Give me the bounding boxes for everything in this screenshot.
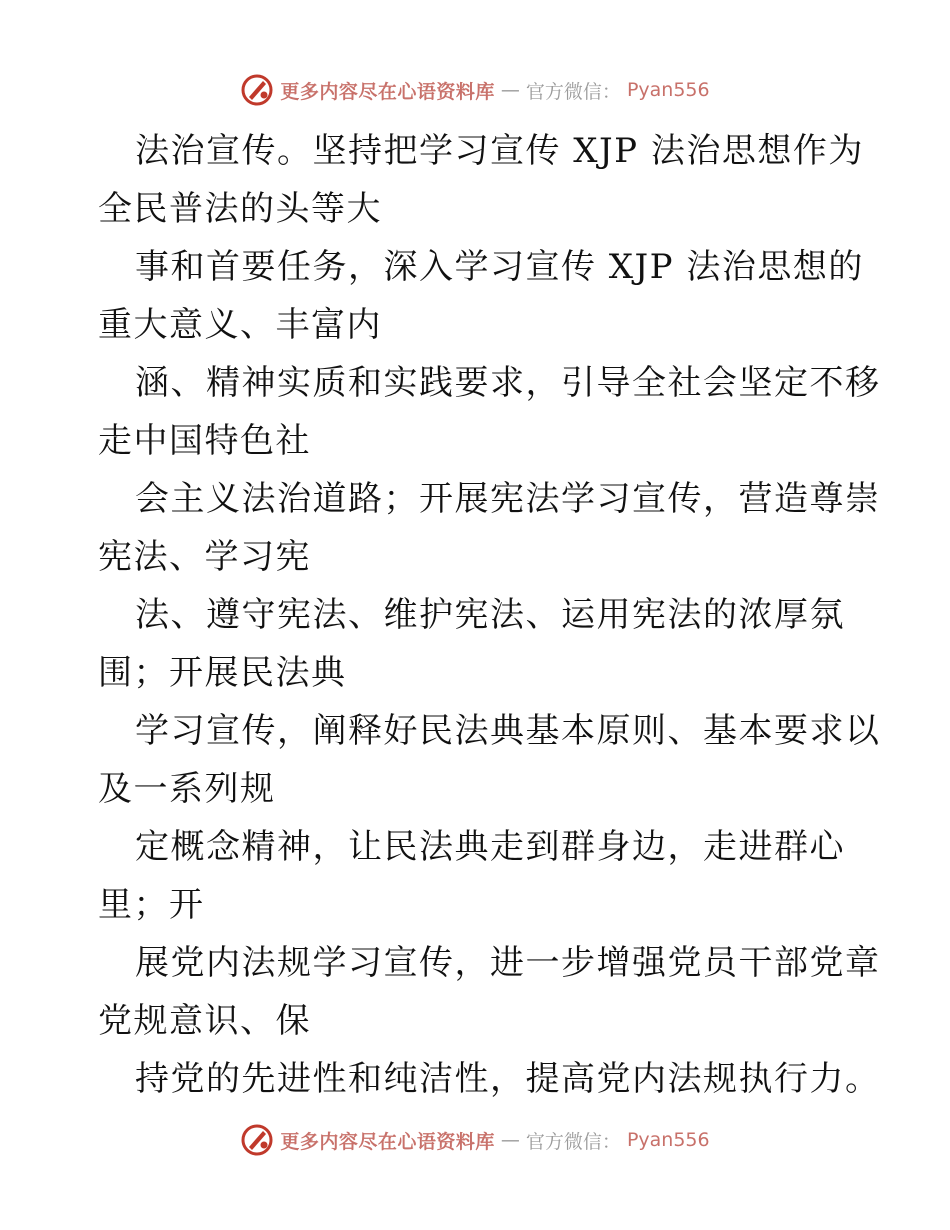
text-line: 法治宣传。坚持把学习宣传 XJP 法治思想作为 (135, 131, 864, 171)
watermark-wechat-id: Pyan556 (626, 79, 710, 101)
text-line: 涵、精神实质和实践要求，引导全社会坚定不移 (135, 363, 881, 403)
text-line: 事和首要任务，深入学习宣传 XJP 法治思想的 (135, 247, 864, 287)
watermark-brand-text: 更多内容尽在心语资料库 (280, 1130, 495, 1153)
text-line: 全民普法的头等大 (98, 189, 382, 229)
watermark-dash: — (500, 1129, 520, 1151)
watermark-official-label: 官方微信： (525, 1130, 621, 1153)
text-line: 法、遵守宪法、维护宪法、运用宪法的浓厚氛 (135, 595, 845, 635)
text-line: 持党的先进性和纯洁性，提高党内法规执行力。 (135, 1059, 881, 1099)
text-line: 会主义法治道路；开展宪法学习宣传，营造尊崇 (135, 479, 881, 519)
footer-watermark (0, 1120, 950, 1160)
text-line: 及一系列规 (98, 769, 276, 809)
brand-logo-icon (240, 1123, 274, 1157)
watermark-wechat-id: Pyan556 (626, 1129, 710, 1151)
text-line: 党规意识、保 (98, 1001, 311, 1041)
brand-logo-icon (240, 73, 274, 107)
text-line: 走中国特色社 (98, 421, 311, 461)
header-watermark (0, 70, 950, 110)
watermark-brand-text: 更多内容尽在心语资料库 (280, 80, 495, 103)
text-line: 重大意义、丰富内 (98, 305, 382, 345)
text-line: 围；开展民法典 (98, 653, 347, 693)
watermark-official-label: 官方微信： (525, 80, 621, 103)
watermark-dash: — (500, 79, 520, 101)
text-line: 宪法、学习宪 (98, 537, 311, 577)
document-body (98, 122, 881, 1108)
text-line: 定概念精神，让民法典走到群身边，走进群心 (135, 827, 845, 867)
text-line: 学习宣传，阐释好民法典基本原则、基本要求以 (135, 711, 881, 751)
text-line: 里；开 (98, 885, 205, 925)
text-line: 展党内法规学习宣传，进一步增强党员干部党章 (135, 943, 881, 983)
